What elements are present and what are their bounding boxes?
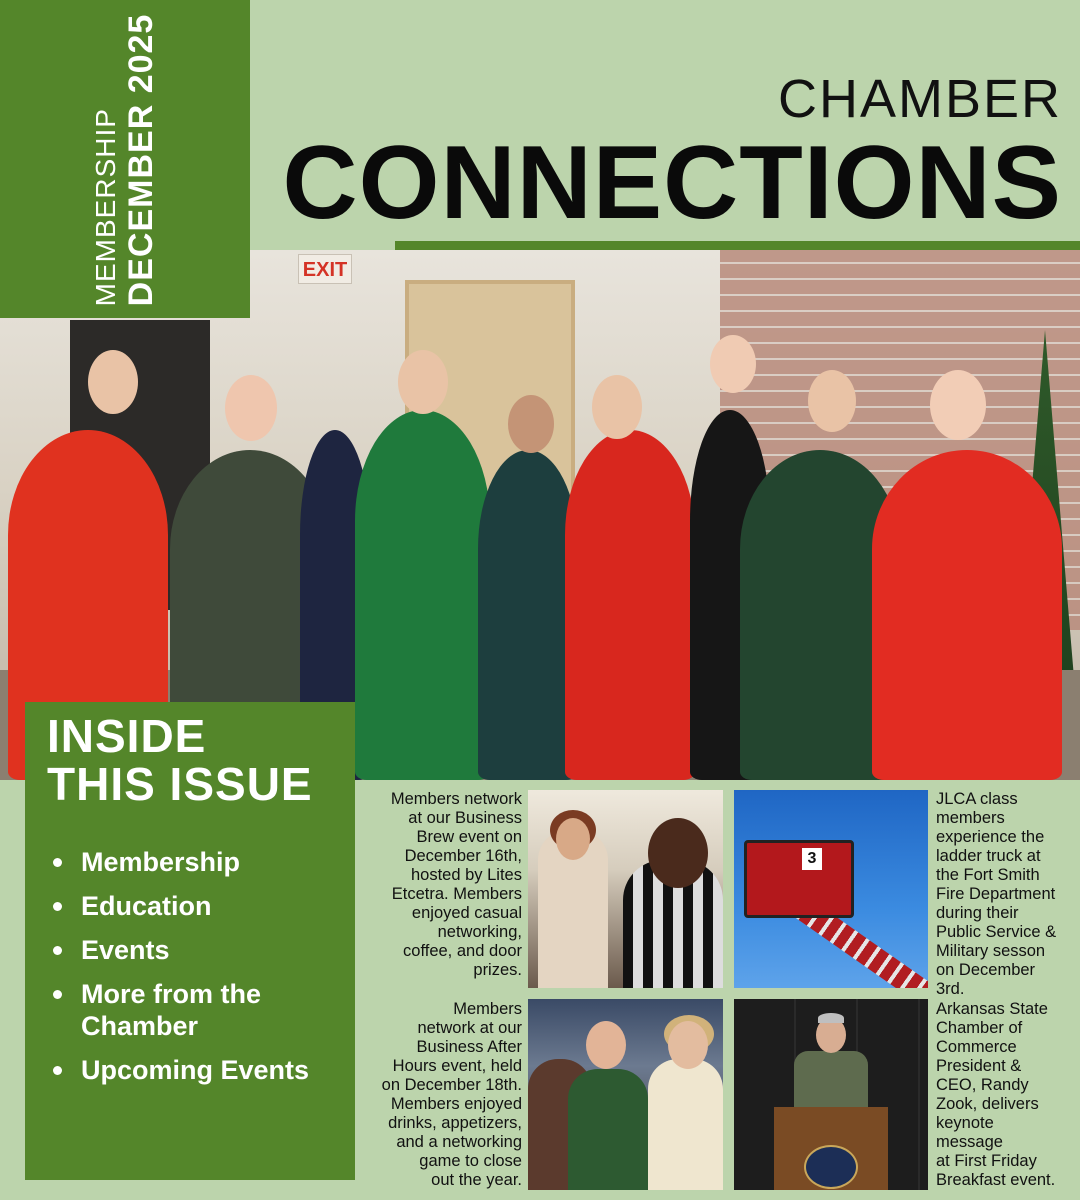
inside-item-membership[interactable]: Membership [47, 846, 333, 878]
caption-line: members [936, 809, 1005, 827]
caption-line: at First Friday [936, 1152, 1037, 1170]
caption-line: keynote [936, 1114, 994, 1132]
caption-line: Arkansas State [936, 1000, 1048, 1018]
speaker [794, 1051, 868, 1111]
caption-line: during their [936, 904, 1019, 922]
caption-line: Business After [416, 1038, 522, 1056]
caption-line: networking, [437, 923, 522, 941]
inside-item-education[interactable]: Education [47, 890, 333, 922]
caption-line: drinks, appetizers, [388, 1114, 522, 1132]
issue-banner-text [90, 14, 160, 307]
inside-item-more-from-chamber[interactable]: More from the Chamber [47, 978, 333, 1042]
photo-business-brew [528, 790, 723, 988]
caption-line: JLCA class [936, 790, 1018, 808]
caption-line: Hours event, held [392, 1057, 522, 1075]
caption-line: message [936, 1133, 1003, 1151]
person-head [710, 335, 756, 393]
caption-line: at our Business [408, 809, 522, 827]
photo-figure [586, 1021, 626, 1069]
photo-figure [556, 818, 590, 860]
caption-line: network at our [417, 1019, 522, 1037]
caption-line: prizes. [473, 961, 522, 979]
photo-figure [648, 818, 708, 888]
ladder-bucket [744, 840, 854, 918]
masthead-connections: CONNECTIONS [282, 125, 1062, 241]
caption-line: 3rd. [936, 980, 965, 998]
person [355, 410, 490, 780]
caption-business-brew [362, 790, 522, 980]
caption-line: Military sesson [936, 942, 1046, 960]
caption-line: Members network [390, 790, 522, 808]
caption-line: December 16th, [404, 847, 522, 865]
caption-line: Public Service & [936, 923, 1057, 941]
caption-line: Etcetra. Members [391, 885, 522, 903]
exit-sign: EXIT [298, 254, 352, 284]
caption-line: ladder truck at [936, 847, 1041, 865]
caption-line: and a networking [396, 1133, 522, 1151]
caption-line: Members [453, 1000, 522, 1018]
person-head [88, 350, 138, 414]
caption-line: experience the [936, 828, 1045, 846]
caption-line: CEO, Randy [936, 1076, 1029, 1094]
masthead-chamber: CHAMBER [777, 69, 1062, 129]
caption-line: game to close [419, 1152, 522, 1170]
inside-this-issue [25, 702, 355, 1180]
issue-date: DECEMBER 2025 [122, 13, 160, 307]
caption-line: Brew event on [416, 828, 522, 846]
truck-number: 3 [802, 848, 822, 870]
caption-line: the Fort Smith [936, 866, 1040, 884]
inside-heading-line1: INSIDE [47, 710, 207, 762]
caption-line: Chamber of [936, 1019, 1023, 1037]
person-head [398, 350, 448, 414]
photo-figure [568, 1069, 648, 1190]
caption-randy-zook [936, 1000, 1078, 1190]
inside-list [47, 846, 333, 1086]
caption-line: Commerce [936, 1038, 1017, 1056]
caption-after-hours [362, 1000, 522, 1190]
photo-after-hours [528, 999, 723, 1190]
person-head [592, 375, 642, 439]
caption-line: Breakfast event. [936, 1171, 1056, 1189]
caption-line: Zook, delivers [936, 1095, 1039, 1113]
caption-line: out the year. [431, 1171, 522, 1189]
hero-group-photo [0, 250, 1080, 780]
university-seal [804, 1145, 858, 1189]
issue-banner [0, 0, 250, 318]
section-label: MEMBERSHIP [90, 108, 121, 307]
person [565, 430, 695, 780]
photo-randy-zook [734, 999, 928, 1190]
person-head [508, 395, 554, 453]
caption-line: on December [936, 961, 1036, 979]
caption-line: Members enjoyed [390, 1095, 522, 1113]
caption-line: coffee, and door [403, 942, 522, 960]
inside-item-upcoming-events[interactable]: Upcoming Events [47, 1054, 333, 1086]
caption-line: President & [936, 1057, 1022, 1075]
person-head [808, 370, 856, 432]
photo-figure [648, 1059, 723, 1190]
caption-jlca [936, 790, 1076, 999]
caption-line: enjoyed casual [411, 904, 522, 922]
inside-item-events[interactable]: Events [47, 934, 333, 966]
caption-line: hosted by Lites [411, 866, 522, 884]
inside-heading-line2: THIS ISSUE [47, 758, 313, 810]
speaker-hair [818, 1013, 844, 1023]
person-head [225, 375, 277, 441]
photo-ladder-truck [734, 790, 928, 988]
photo-figure [668, 1021, 708, 1069]
person [872, 450, 1062, 780]
person-head [930, 370, 986, 440]
caption-line: Fire Department [936, 885, 1056, 903]
person [478, 450, 578, 780]
caption-line: on December 18th. [381, 1076, 522, 1094]
